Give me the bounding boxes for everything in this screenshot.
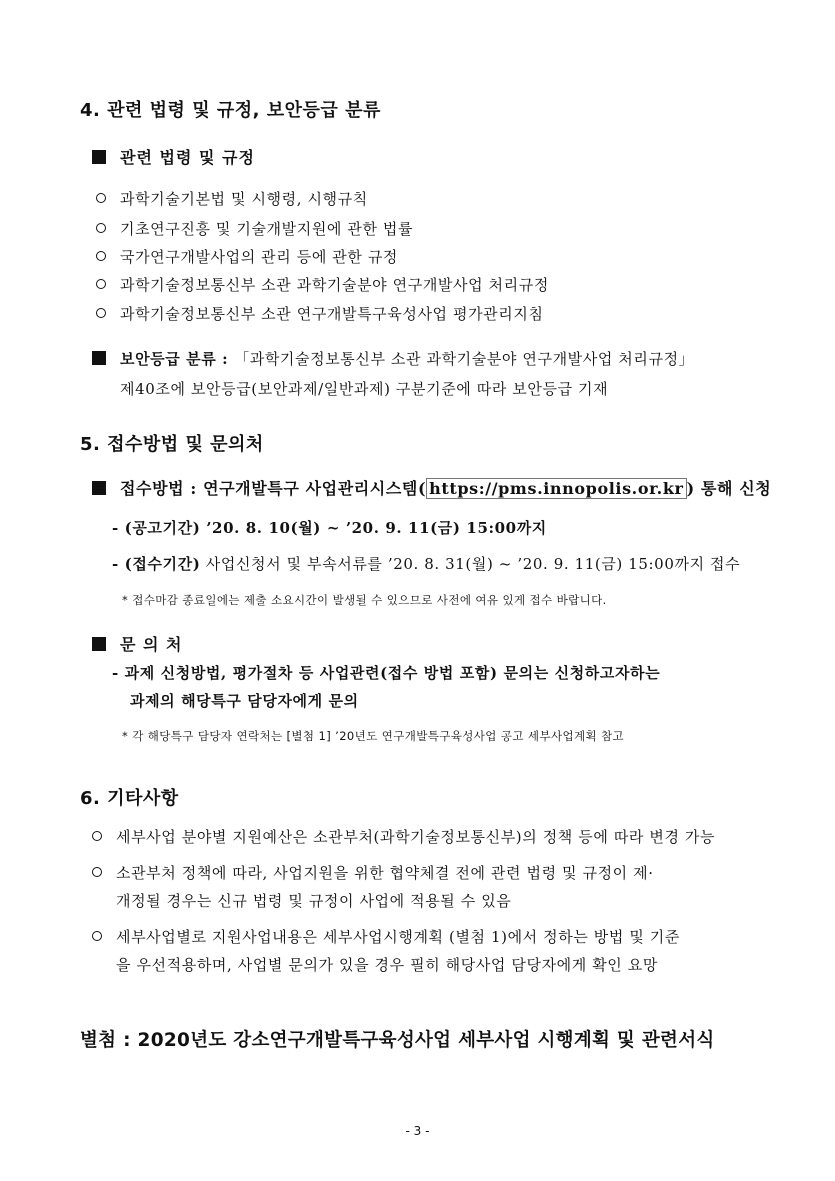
circle-bullet-icon bbox=[92, 831, 102, 841]
contact-line-2: 과제의 해당특구 담당자에게 문의 bbox=[130, 692, 359, 710]
list-item-text: 세부사업별로 지원사업내용은 세부사업시행계획 (별첨 1)에서 정하는 방법 및 기준 bbox=[116, 928, 680, 946]
pms-link[interactable]: https://pms.innopolis.or.kr bbox=[426, 478, 686, 499]
notice-period: - (공고기간) ’20. 8. 10(월) ~ ’20. 9. 11(금) 15:00까지 bbox=[112, 519, 547, 537]
list-item-text: 소관부처 정책에 따라, 사업지원을 위한 협약체결 전에 관련 법령 및 규정이 제· bbox=[116, 864, 654, 882]
section-4-title: 4. 관련 법령 및 규정, 보안등급 분류 bbox=[80, 100, 381, 121]
method-label: 접수방법 : 연구개발특구 사업관리시스템( bbox=[120, 479, 427, 498]
list-item bbox=[92, 926, 680, 947]
receipt-period bbox=[112, 553, 740, 574]
list-item bbox=[96, 246, 398, 267]
square-bullet-icon bbox=[92, 637, 106, 651]
square-bullet-icon bbox=[92, 481, 106, 495]
section-6-title: 6. 기타사항 bbox=[80, 788, 179, 809]
laws-heading bbox=[92, 145, 255, 168]
laws-heading-text: 관련 법령 및 규정 bbox=[120, 148, 255, 167]
list-item-continuation: 을 우선적용하며, 사업별 문의가 있을 경우 필히 해당사업 담당자에게 확인 요망 bbox=[116, 956, 658, 974]
method-paragraph bbox=[92, 476, 771, 499]
security-label: 보안등급 분류 : bbox=[120, 350, 235, 368]
square-bullet-icon bbox=[92, 351, 106, 365]
list-item bbox=[92, 826, 715, 847]
list-item-text: 과학기술정보통신부 소관 연구개발특구육성사업 평가관리지침 bbox=[120, 305, 544, 323]
list-item bbox=[96, 218, 413, 239]
list-item bbox=[96, 274, 549, 295]
circle-bullet-icon bbox=[92, 867, 102, 877]
attachment-title: 별첨 : 2020년도 강소연구개발특구육성사업 세부사업 시행계획 및 관련서식 bbox=[80, 1030, 715, 1051]
square-bullet-icon bbox=[92, 150, 106, 164]
list-item-text: 세부사업 분야별 지원예산은 소관부처(과학기술정보통신부)의 정책 등에 따라 변경 가능 bbox=[116, 828, 716, 846]
circle-bullet-icon bbox=[96, 223, 106, 233]
list-item bbox=[96, 188, 368, 209]
page-number: - 3 - bbox=[405, 1124, 430, 1138]
contact-heading bbox=[92, 632, 183, 655]
contact-note: * 각 해당특구 담당자 연락처는 [별첨 1] ’20년도 연구개발특구육성사업 공고 세부사업계획 참고 bbox=[122, 729, 625, 743]
list-item-text: 기초연구진흥 및 기술개발지원에 관한 법률 bbox=[120, 220, 414, 238]
receipt-prefix: - (접수기간) bbox=[112, 555, 201, 573]
security-line-2: 제40조에 보안등급(보안과제/일반과제) 구분기준에 따라 보안등급 기재 bbox=[120, 380, 609, 398]
circle-bullet-icon bbox=[96, 308, 106, 318]
receipt-text: 사업신청서 및 부속서류를 ’20. 8. 31(월) ~ ’20. 9. 11(금) 15:00까지 접수 bbox=[200, 555, 741, 573]
list-item-text: 과학기술정보통신부 소관 과학기술분야 연구개발사업 처리규정 bbox=[120, 276, 549, 294]
contact-heading-text: 문 의 처 bbox=[120, 635, 183, 654]
circle-bullet-icon bbox=[96, 251, 106, 261]
circle-bullet-icon bbox=[96, 279, 106, 289]
security-paragraph bbox=[92, 348, 694, 369]
circle-bullet-icon bbox=[92, 931, 102, 941]
security-line-1: 「과학기술정보통신부 소관 과학기술분야 연구개발사업 처리규정」 bbox=[234, 350, 695, 368]
list-item-text: 과학기술기본법 및 시행령, 시행규칙 bbox=[120, 190, 368, 208]
section-5-title: 5. 접수방법 및 문의처 bbox=[80, 434, 264, 455]
receipt-note: * 접수마감 종료일에는 제출 소요시간이 발생될 수 있으므로 사전에 여유 있게 접수 바랍니다. bbox=[122, 593, 607, 607]
list-item bbox=[96, 303, 544, 324]
list-item-text: 국가연구개발사업의 관리 등에 관한 규정 bbox=[120, 248, 399, 266]
contact-line-1: - 과제 신청방법, 평가절차 등 사업관련(접수 방법 포함) 문의는 신청하고자하는 bbox=[112, 664, 661, 682]
list-item-continuation: 개정될 경우는 신규 법령 및 규정이 사업에 적용될 수 있음 bbox=[116, 892, 512, 910]
list-item bbox=[92, 862, 654, 883]
method-suffix: ) 통해 신청 bbox=[686, 479, 772, 498]
circle-bullet-icon bbox=[96, 193, 106, 203]
